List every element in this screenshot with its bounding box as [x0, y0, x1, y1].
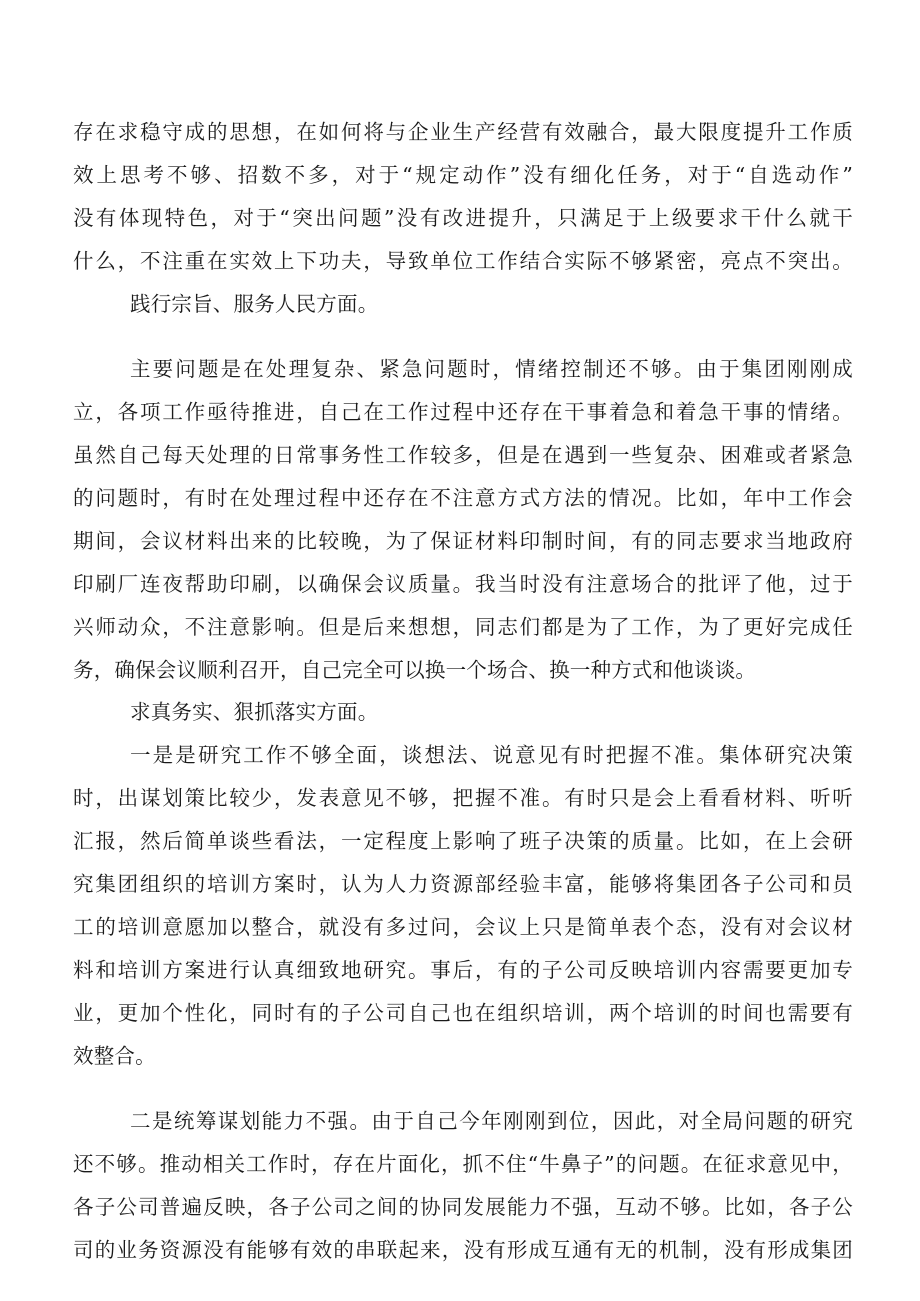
paragraph-line: 兴师动众，不注意影响。但是后来想想，同志们都是为了工作，为了更好完成任: [73, 615, 853, 639]
paragraph-line: 虽然自己每天处理的日常事务性工作较多，但是在遇到一些复杂、困难或者紧急: [73, 443, 853, 467]
paragraph-line: 各子公司普遍反映，各子公司之间的协同发展能力不强，互动不够。比如，各子公: [73, 1195, 853, 1219]
paragraph-line: 的问题时，有时在处理过程中还存在不注意方式方法的情况。比如，年中工作会: [73, 486, 853, 510]
paragraph-line: 司的业务资源没有能够有效的串联起来，没有形成互通有无的机制，没有形成集团: [73, 1238, 853, 1262]
paragraph-line: 二是统筹谋划能力不强。由于自己今年刚刚到位，因此，对全局问题的研究: [130, 1109, 853, 1133]
paragraph-line: 汇报，然后简单谈些看法，一定程度上影响了班子决策的质量。比如，在上会研: [73, 829, 853, 853]
section-heading: 践行宗旨、服务人民方面。: [130, 292, 379, 316]
section-heading: 求真务实、狠抓落实方面。: [130, 700, 379, 724]
paragraph-line: 还不够。推动相关工作时，存在片面化，抓不住“牛鼻子”的问题。在征求意见中，: [73, 1152, 853, 1176]
paragraph-line: 效上思考不够、招数不多，对于“规定动作”没有细化任务，对于“自选动作”: [73, 163, 853, 187]
paragraph-line: 效整合。: [73, 1044, 156, 1068]
paragraph-line: 务，确保会议顺利召开，自己完全可以换一个场合、换一种方式和他谈谈。: [73, 658, 757, 682]
paragraph-line: 立，各项工作亟待推进，自己在工作过程中还存在干事着急和着急干事的情绪。: [73, 400, 853, 424]
paragraph-line: 一是是研究工作不够全面，谈想法、说意见有时把握不准。集体研究决策: [130, 743, 853, 767]
paragraph-line: 什么，不注重在实效上下功夫，导致单位工作结合实际不够紧密，亮点不突出。: [73, 249, 853, 273]
paragraph-line: 没有体现特色，对于“突出问题”没有改进提升，只满足于上级要求干什么就干: [73, 206, 853, 230]
paragraph-line: 料和培训方案进行认真细致地研究。事后，有的子公司反映培训内容需要更加专: [73, 958, 853, 982]
paragraph-line: 究集团组织的培训方案时，认为人力资源部经验丰富，能够将集团各子公司和员: [73, 872, 853, 896]
paragraph-line: 业，更加个性化，同时有的子公司自己也在组织培训，两个培训的时间也需要有: [73, 1001, 853, 1025]
paragraph-line: 时，出谋划策比较少，发表意见不够，把握不准。有时只是会上看看材料、听听: [73, 786, 853, 810]
paragraph-line: 存在求稳守成的思想，在如何将与企业生产经营有效融合，最大限度提升工作质: [73, 120, 853, 144]
paragraph-line: 工的培训意愿加以整合，就没有多过问，会议上只是简单表个态，没有对会议材: [73, 915, 853, 939]
paragraph-line: 印刷厂连夜帮助印刷，以确保会议质量。我当时没有注意场合的批评了他，过于: [73, 572, 853, 596]
paragraph-line: 期间，会议材料出来的比较晚，为了保证材料印制时间，有的同志要求当地政府: [73, 529, 853, 553]
paragraph-line: 主要问题是在处理复杂、紧急问题时，情绪控制还不够。由于集团刚刚成: [130, 357, 853, 381]
